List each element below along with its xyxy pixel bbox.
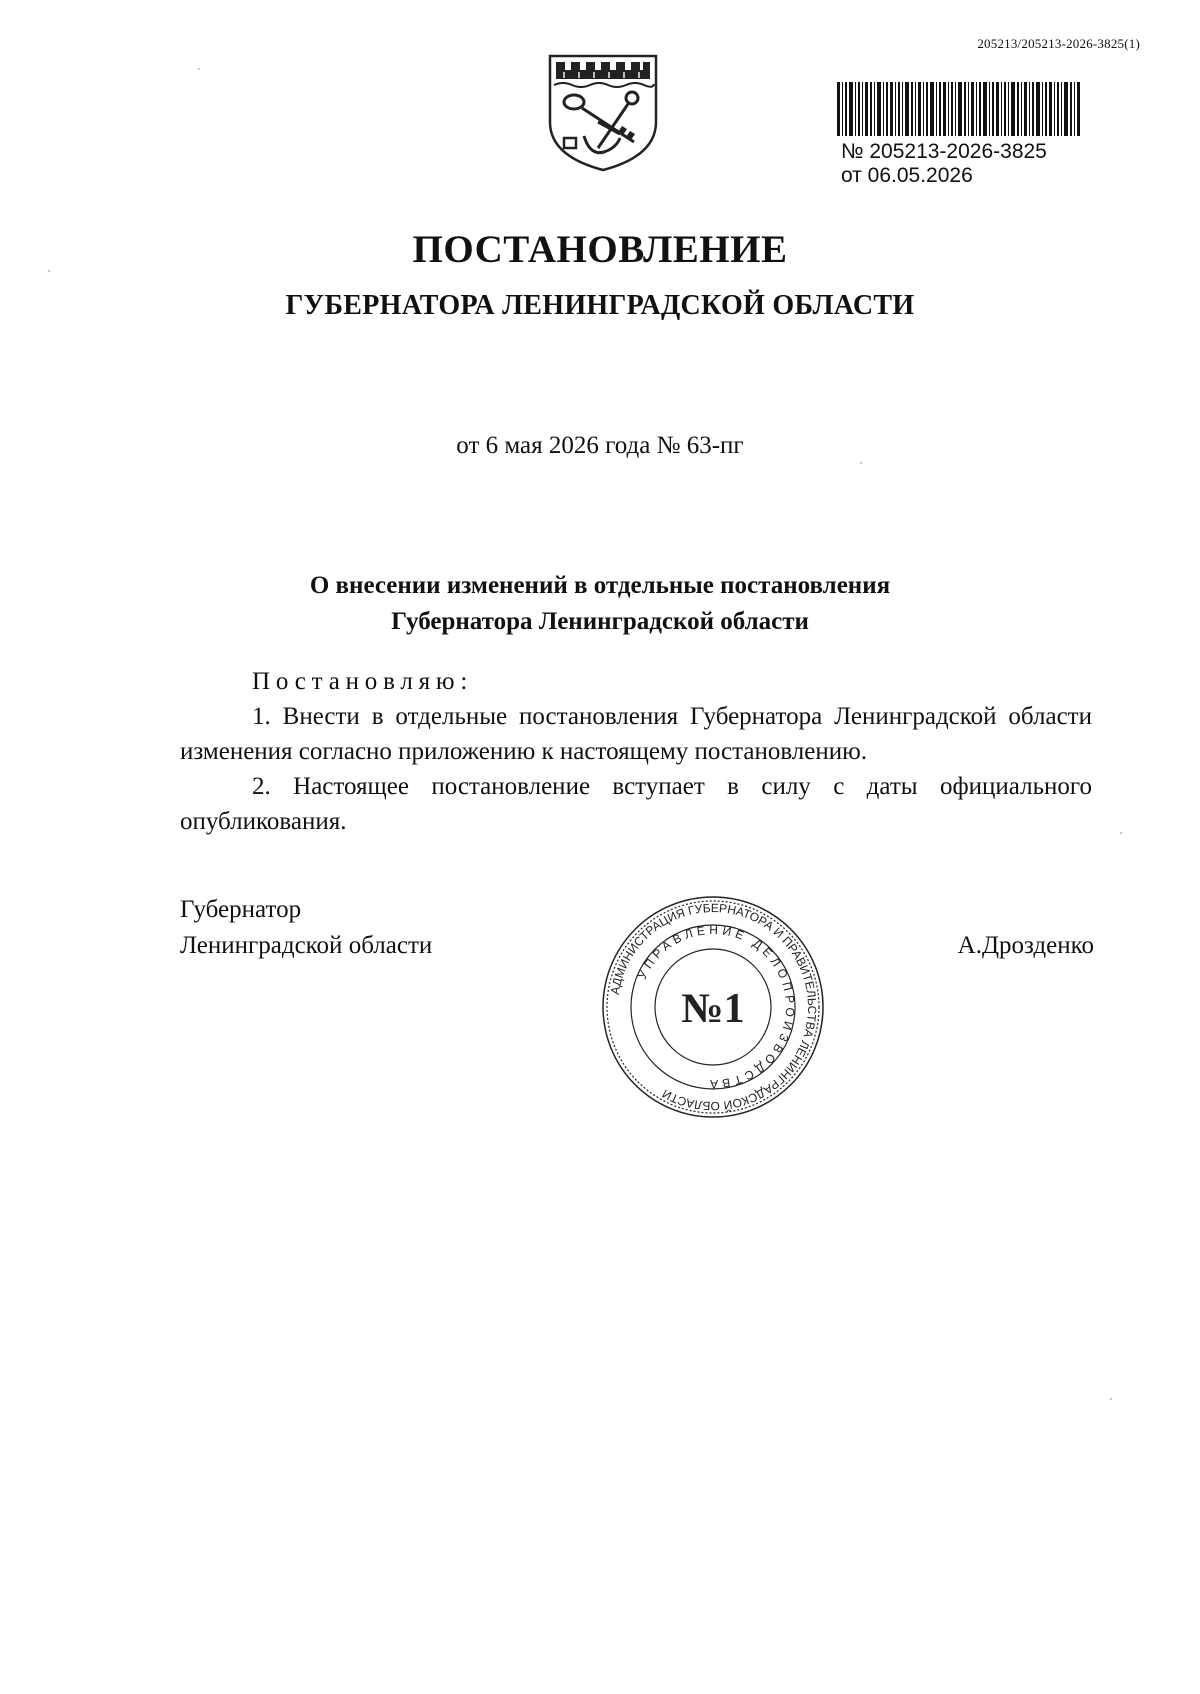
document-issuer: ГУБЕРНАТОРА ЛЕНИНГРАДСКОЙ ОБЛАСТИ — [285, 290, 915, 321]
registration-date: от 06.05.2026 — [841, 164, 973, 187]
paragraph-1: 1. Внести в отдельные постановления Губернатора Ленинградской области изменения согласно приложению к настоящему постановлению. — [180, 703, 1092, 765]
subject-line-2: Губернатора Ленинградской области — [391, 608, 809, 635]
scan-speck — [48, 270, 50, 272]
document-subject — [0, 568, 1200, 640]
scan-speck — [860, 462, 862, 464]
official-stamp-icon — [600, 894, 826, 1120]
scan-speck — [1120, 832, 1122, 834]
scan-speck — [1110, 1398, 1112, 1400]
signer-position-line-1: Губернатор — [180, 896, 302, 923]
document-date-number: от 6 мая 2026 года № 63-пг — [456, 432, 744, 459]
scan-speck — [198, 68, 200, 70]
coat-of-arms-icon — [546, 52, 660, 174]
registration-number: № 205213-2026-3825 — [841, 140, 1047, 163]
registry-header-number: 205213/205213-2026-3825(1) — [977, 36, 1140, 51]
stamp-inner-text: УПРАВЛЕНИЕ ДЕЛОПРОИЗВОДСТВА — [635, 922, 798, 1092]
signer-position — [180, 892, 432, 964]
paragraph-2: 2. Настоящее постановление вступает в силу с даты официального опубликования. — [180, 773, 1092, 835]
barcode-icon — [835, 82, 1083, 136]
stamp-outer-text: АДМИНИСТРАЦИЯ ГУБЕРНАТОРА И ПРАВИТЕЛЬСТВА ЛЕНИНГРАДСКОЙ ОБЛАСТИ — [607, 900, 820, 1114]
document-title: ПОСТАНОВЛЕНИЕ — [412, 228, 788, 271]
signer-name: А.Дрозденко — [957, 932, 1094, 959]
resolution-lead: Постановляю: — [252, 668, 474, 695]
document-body — [180, 664, 1092, 839]
signer-position-line-2: Ленинградской области — [180, 932, 433, 959]
stamp-center-number: №1 — [681, 986, 745, 1032]
subject-line-1: О внесении изменений в отдельные постановления — [309, 572, 891, 599]
registration-block — [835, 82, 1095, 188]
